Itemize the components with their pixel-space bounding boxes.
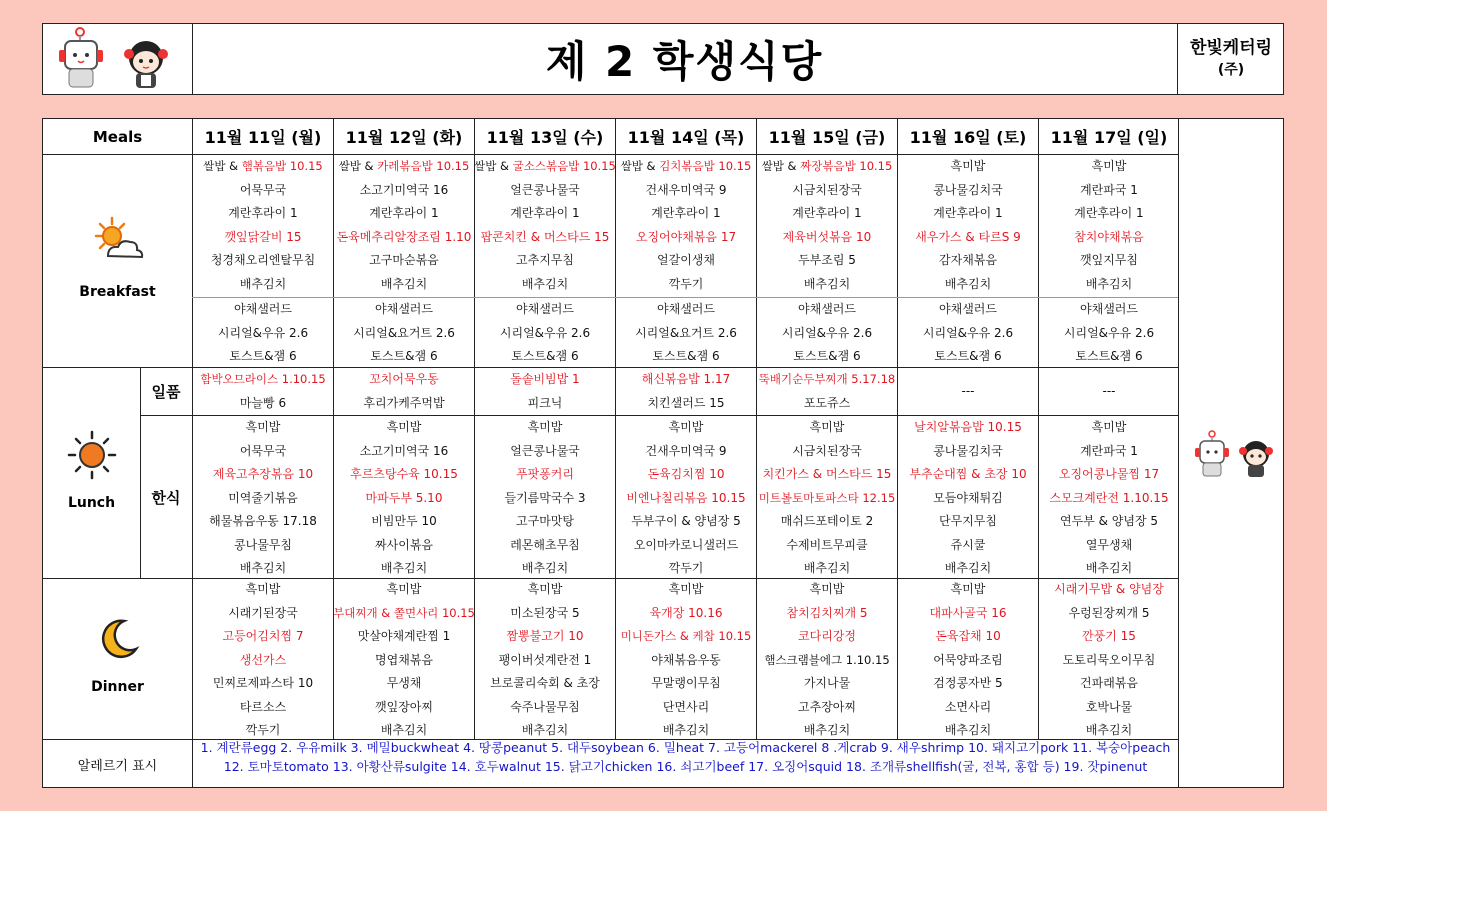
menu-item: 얼큰콩나물국 [510, 182, 580, 197]
menu-item: 흑미밥 [386, 420, 422, 434]
company-name-text: 한빛케터링 [1189, 38, 1273, 58]
menu-item: 뚝배기순두부찌개 5.17.18 [758, 372, 896, 386]
menu-item: 배추김치 [521, 276, 569, 291]
menu-item-main: 김치볶음밥 10.15 [659, 159, 752, 173]
menu-item: 비엔나칠리볶음 10.15 [626, 490, 746, 505]
lunch-special-cell [616, 368, 756, 415]
menu-item: 브로콜리숙회 & 초장 [490, 676, 600, 690]
menu-item [474, 155, 616, 179]
menu-item: 팝콘치킨 & 머스타드 15 [480, 229, 610, 244]
menu-item: 배추김치 [380, 723, 428, 737]
menu-item: 흑미밥 [527, 420, 563, 434]
menu-item: 토스트&잼 6 [229, 349, 297, 363]
menu-item: 청경채오리엔탈무침 [210, 253, 316, 267]
menu-item-main: 굴소스볶음밥 10.15 [512, 159, 616, 173]
menu-item: 열무생채 [1085, 537, 1133, 552]
lunch-special-cell [1039, 380, 1179, 404]
menu-item: 꼬치어묵우동 [369, 372, 439, 386]
breakfast-extra-cell [1039, 298, 1179, 369]
menu-item: 시리얼&우유 2.6 [781, 325, 873, 340]
breakfast-cell [334, 155, 474, 296]
menu-item: 계란파국 1 [1080, 182, 1138, 197]
dinner-cell [616, 578, 756, 743]
menu-item: 시리얼&요거트 2.6 [635, 325, 737, 340]
menu-item: 짬뽕불고기 10 [506, 629, 584, 643]
menu-item: 흑미밥 [245, 420, 281, 434]
breakfast-cell [475, 155, 615, 296]
menu-item: 제육고추장볶음 10 [212, 467, 314, 481]
mascot-logo [43, 24, 193, 94]
menu-item: 함박오므라이스 1.10.15 [200, 372, 326, 386]
lunch-korean-label: 한식 [151, 488, 181, 507]
dinner-cell [898, 578, 1038, 743]
breakfast-label-text: Breakfast [79, 284, 156, 300]
menu-item: 치킨샐러드 15 [647, 395, 725, 410]
menu-item: 생선가스 [239, 652, 287, 667]
menu-item: 스모크계란전 1.10.15 [1049, 490, 1169, 505]
menu-item: 미소된장국 5 [510, 605, 580, 620]
menu-item: 토스트&잼 6 [652, 349, 720, 363]
menu-item: 얼큰콩나물국 [510, 443, 580, 458]
menu-item: 계란후라이 1 [792, 206, 862, 220]
menu-item: 소면사리 [944, 699, 992, 714]
menu-item: 참치야채볶음 [1074, 229, 1144, 244]
menu-item: 배추김치 [803, 561, 851, 575]
menu-table [42, 118, 1284, 788]
menu-item: 흑미밥 [809, 582, 845, 596]
menu-item: 어묵양파조림 [933, 652, 1003, 667]
menu-item: 건파래볶음 [1080, 676, 1138, 690]
menu-item: 오징어콩나물찜 17 [1058, 467, 1160, 481]
menu-item: 배추김치 [803, 276, 851, 291]
menu-item: 매쉬드포테이토 2 [780, 514, 874, 528]
breakfast-cell [193, 155, 333, 296]
menu-item: 계란후라이 1 [651, 206, 721, 220]
breakfast-extra-cell [757, 298, 897, 369]
menu-item: 맛살야채계란찜 1 [357, 629, 451, 643]
dinner-cell [1039, 578, 1179, 743]
day-header: 11월 12일 (화) [345, 128, 463, 147]
menu-item: 배추김치 [944, 276, 992, 291]
menu-item: 소고기미역국 16 [359, 182, 449, 197]
menu-item: 건새우미역국 9 [645, 443, 727, 458]
menu-item: 고등어김치찜 7 [222, 629, 304, 643]
breakfast-extra-cell [616, 298, 756, 369]
lunch-korean-cell [1039, 416, 1179, 581]
menu-item: 토스트&잼 6 [793, 349, 861, 363]
menu-item: 계란후라이 1 [933, 206, 1003, 220]
menu-item: 레몬해초무침 [510, 537, 580, 552]
menu-item: 콩나물김치국 [933, 443, 1003, 458]
mascot-small-icon [1182, 429, 1283, 481]
menu-item: 배추김치 [944, 561, 992, 575]
menu-item-prefix: 쌀밥 & [338, 159, 378, 173]
menu-item: 토스트&잼 6 [370, 349, 438, 363]
menu-item [951, 155, 986, 179]
menu-item: 계란파국 1 [1080, 443, 1138, 458]
lunch-korean-cell [757, 416, 897, 581]
menu-item: 깻잎지무침 [1080, 253, 1138, 267]
menu-item: 배추김치 [1085, 561, 1133, 575]
menu-item: 토스트&잼 6 [1075, 349, 1143, 363]
menu-item: 들기름막국수 3 [504, 490, 586, 505]
menu-item: 시래기된장국 [228, 605, 298, 620]
menu-item: 코다리강정 [798, 629, 856, 643]
menu-item: 시금치된장국 [792, 182, 862, 197]
lunch-korean-cell [193, 416, 333, 581]
menu-item: 고구마순볶음 [369, 253, 439, 267]
menu-item: 배추김치 [239, 276, 287, 291]
menu-item: 배추김치 [1085, 723, 1133, 737]
menu-item: 무말랭이무침 [651, 676, 721, 690]
menu-item: 흑미밥 [809, 420, 845, 434]
menu-item: 얼갈이생채 [657, 253, 715, 267]
menu-item: 야채샐러드 [516, 302, 574, 316]
dinner-label-text: Dinner [91, 679, 144, 695]
grid-vline [192, 739, 193, 787]
menu-item-main: 짜장볶음밥 10.15 [800, 159, 893, 173]
menu-item: 계란후라이 1 [228, 206, 298, 220]
menu-item-prefix: 쌀밥 & [620, 159, 660, 173]
page-title: 제 2 학생식당 [545, 37, 824, 86]
dinner-cell [334, 578, 474, 743]
menu-item: 배추김치 [239, 561, 287, 575]
menu-item: 해신볶음밥 1.17 [641, 372, 731, 386]
menu-item: 시리얼&요거트 2.6 [353, 325, 455, 340]
menu-item: 해물볶음우동 17.18 [209, 514, 317, 528]
day-header: 11월 16일 (토) [909, 128, 1027, 147]
menu-item-main: 카레볶음밥 10.15 [377, 159, 470, 173]
allergy-info: 1. 계란류egg 2. 우유milk 3. 메밀buckwheat 4. 땅콩peanut 5. 대두soybean 6. 밀heat 7. 고등어mackerel 8 .게crab 9. 새우shrimp 10. 돼지고기pork 11. 복숭아peach 12. 토마토tomato 13. 아황산류sulgite 14. 호두walnut 15. 닭고기chicken 16. 쇠고기beef 17. 오징어squid 18. 조개류shellfish(굴, 전복, 홍합 등) 19. 잣pinenut [200, 740, 1171, 774]
menu-item: 부대찌개 & 쫄면사리 10.15 [333, 605, 475, 620]
menu-item: 건새우미역국 9 [645, 182, 727, 197]
menu-item: 깻잎장아찌 [375, 699, 433, 714]
menu-item: 배추김치 [662, 723, 710, 737]
menu-item: 두부구이 & 양념장 5 [631, 514, 741, 528]
menu-item: 콩나물김치국 [933, 182, 1003, 197]
lunch-label-text: Lunch [67, 495, 116, 511]
menu-item: 깐풍기 15 [1082, 629, 1136, 643]
menu-item: 쥬시쿨 [950, 537, 986, 552]
company-suffix: (주) [1217, 62, 1245, 78]
menu-item: 시금치된장국 [792, 443, 862, 458]
mascot-icon [43, 24, 192, 94]
menu-item: 무생채 [386, 676, 422, 690]
company-name [1177, 24, 1284, 94]
breakfast-extra-cell [334, 298, 474, 369]
lunch-special-cell [898, 380, 1038, 404]
breakfast-cell [1039, 155, 1179, 296]
menu-item: 콩나물무침 [234, 537, 292, 552]
menu-item: 배추김치 [803, 723, 851, 737]
day-header: 11월 11일 (월) [204, 128, 322, 147]
menu-item: 고추장아찌 [798, 699, 856, 714]
menu-item: 돈육메추리알장조림 1.10 [336, 229, 472, 244]
lunch-label [43, 429, 140, 511]
sun-cloud-icon [90, 214, 146, 270]
dinner-cell [475, 578, 615, 743]
menu-item: 푸팟퐁커리 [516, 467, 574, 481]
grid-vline [140, 367, 141, 578]
menu-item: 흑미밥 [245, 582, 281, 596]
menu-item: 두부조림 5 [798, 253, 856, 267]
menu-item: 대파사골국 16 [929, 605, 1007, 620]
allergy-label: 알레르기 표시 [77, 758, 158, 774]
menu-item: 야채샐러드 [939, 302, 997, 316]
menu-item: 배추김치 [521, 723, 569, 737]
menu-item: 돈육김치찜 10 [647, 467, 725, 481]
day-header: 11월 14일 (목) [627, 128, 745, 147]
menu-item: 오이마카로니샐러드 [633, 537, 739, 552]
menu-item: 마늘빵 6 [239, 395, 287, 410]
menu-item: 배추김치 [521, 561, 569, 575]
menu-item: 배추김치 [1085, 276, 1133, 291]
menu-item: 수제비트무피클 [786, 537, 868, 552]
menu-item: 날치알볶음밥 10.15 [914, 420, 1022, 434]
menu-item: 깻잎닭갈비 15 [224, 229, 302, 244]
menu-item: 타르소스 [239, 699, 287, 714]
dinner-cell [757, 578, 897, 743]
menu-item: 계란후라이 1 [510, 206, 580, 220]
menu-item: --- [961, 384, 975, 398]
menu-item: 가지나물 [803, 676, 851, 690]
menu-item [339, 155, 470, 179]
menu-item: 명엽채볶음 [375, 652, 433, 667]
breakfast-label [43, 214, 192, 300]
menu-item: 야채볶음우동 [651, 652, 721, 667]
menu-item: 치킨가스 & 머스타드 15 [762, 467, 892, 481]
menu-item: 배추김치 [944, 723, 992, 737]
menu-item: 시리얼&우유 2.6 [1063, 325, 1155, 340]
menu-item: 새우가스 & 타르S 9 [915, 229, 1021, 244]
menu-item: 단무지무침 [939, 514, 997, 528]
menu-item: 미트볼토마토파스타 12.15 [758, 490, 896, 505]
menu-item: 미니돈가스 & 케찹 10.15 [620, 629, 752, 643]
lunch-korean-cell [475, 416, 615, 581]
menu-item: 감자채볶음 [939, 253, 997, 267]
menu-item-main: 햄볶음밥 10.15 [241, 159, 323, 173]
menu-item: 깍두기 [668, 561, 704, 575]
menu-item: 흑미밥 [1091, 420, 1127, 434]
menu-item: 미역줄기볶음 [228, 490, 298, 505]
menu-item: 야채샐러드 [234, 302, 292, 316]
menu-item: 민찌로제파스타 10 [212, 676, 314, 690]
menu-item: 돌솥비빔밥 1 [510, 372, 580, 386]
menu-item: 시리얼&우유 2.6 [922, 325, 1014, 340]
lunch-korean-cell [616, 416, 756, 581]
menu-item: 짜사이볶음 [375, 537, 433, 552]
menu-item: 깍두기 [668, 276, 704, 291]
menu-item-main: 흑미밥 [950, 159, 986, 173]
lunch-special-cell [757, 368, 897, 415]
menu-item: 부추순대찜 & 초장 10 [909, 467, 1027, 481]
menu-item: --- [1102, 384, 1116, 398]
menu-item [621, 155, 752, 179]
menu-item: 돈육잡채 10 [935, 629, 1001, 643]
menu-item: 시리얼&우유 2.6 [217, 325, 309, 340]
menu-item: 팽이버섯계란전 1 [498, 652, 592, 667]
menu-item-main: 흑미밥 [1091, 159, 1127, 173]
menu-item: 야채샐러드 [375, 302, 433, 316]
menu-item: 오징어야채볶음 17 [635, 229, 737, 244]
day-header: 11월 17일 (일) [1050, 128, 1168, 147]
moon-icon [96, 617, 140, 661]
sun-icon [66, 429, 118, 481]
menu-item: 흑미밥 [527, 582, 563, 596]
menu-item: 소고기미역국 16 [359, 443, 449, 458]
menu-item: 토스트&잼 6 [934, 349, 1002, 363]
menu-item: 배추김치 [380, 561, 428, 575]
menu-item: 흑미밥 [950, 582, 986, 596]
menu-item: 토스트&잼 6 [511, 349, 579, 363]
menu-item: 흑미밥 [386, 582, 422, 596]
menu-item: 모듬야채튀김 [933, 490, 1003, 505]
menu-item: 계란후라이 1 [1074, 206, 1144, 220]
menu-item [762, 155, 893, 179]
menu-item-prefix: 쌀밥 & [203, 159, 242, 173]
lunch-korean-cell [334, 416, 474, 581]
menu-item: 어묵무국 [239, 443, 287, 458]
menu-item: 참치김치찌개 5 [786, 605, 868, 620]
dinner-cell [193, 578, 333, 743]
menu-item: 후르츠탕수육 10.15 [350, 467, 458, 481]
menu-item: 숙주나물무침 [510, 699, 580, 714]
menu-item: 계란후라이 1 [369, 206, 439, 220]
menu-item: 야채샐러드 [1080, 302, 1138, 316]
menu-item [1092, 155, 1127, 179]
breakfast-cell [757, 155, 897, 296]
lunch-special-cell [193, 368, 333, 415]
menu-item: 배추김치 [380, 276, 428, 291]
header-box [42, 23, 1284, 95]
menu-item: 햄스크램블에그 1.10.15 [764, 652, 890, 667]
breakfast-cell [616, 155, 756, 296]
menu-item: 연두부 & 양념장 5 [1060, 514, 1158, 528]
menu-item: 시리얼&우유 2.6 [499, 325, 591, 340]
menu-item: 깍두기 [245, 723, 281, 737]
lunch-korean-cell [898, 416, 1038, 581]
menu-item: 육개장 10.16 [649, 605, 723, 620]
day-header: 11월 15일 (금) [768, 128, 886, 147]
menu-item: 야채샐러드 [798, 302, 856, 316]
breakfast-cell [898, 155, 1038, 296]
day-header: 11월 13일 (수) [486, 128, 604, 147]
lunch-special-cell [334, 368, 474, 415]
menu-item: 도토리묵오이무침 [1062, 652, 1156, 667]
dinner-label [43, 617, 192, 695]
menu-item: 어묵무국 [239, 182, 287, 197]
grid-vline [1178, 739, 1179, 787]
menu-item: 포도쥬스 [803, 395, 851, 410]
menu-item: 후리가케주먹밥 [363, 395, 445, 410]
menu-item: 우렁된장찌개 5 [1068, 605, 1150, 620]
menu-item: 시래기무밥 & 양념장 [1054, 582, 1164, 596]
lunch-special-cell [475, 368, 615, 415]
breakfast-extra-cell [475, 298, 615, 369]
menu-item: 야채샐러드 [657, 302, 715, 316]
menu-item: 제육버섯볶음 10 [782, 229, 872, 244]
menu-item: 피크닉 [527, 395, 563, 410]
menu-item: 단면사리 [662, 699, 710, 714]
menu-item: 흑미밥 [668, 420, 704, 434]
menu-item-prefix: 쌀밥 & [761, 159, 801, 173]
menu-item-prefix: 쌀밥 & [474, 159, 513, 173]
lunch-special-label: 일품 [151, 383, 181, 401]
menu-item: 마파두부 5.10 [365, 490, 443, 505]
breakfast-extra-cell [193, 298, 333, 369]
menu-item: 비빔만두 10 [371, 514, 437, 528]
menu-item: 고추지무침 [516, 253, 574, 267]
menu-item: 호박나물 [1085, 699, 1133, 714]
menu-item: 흑미밥 [668, 582, 704, 596]
menu-item [203, 155, 323, 179]
menu-item: 고구마맛탕 [516, 514, 574, 528]
breakfast-extra-cell [898, 298, 1038, 369]
meals-header: Meals [92, 127, 143, 146]
menu-item: 검정콩자반 5 [933, 676, 1003, 690]
